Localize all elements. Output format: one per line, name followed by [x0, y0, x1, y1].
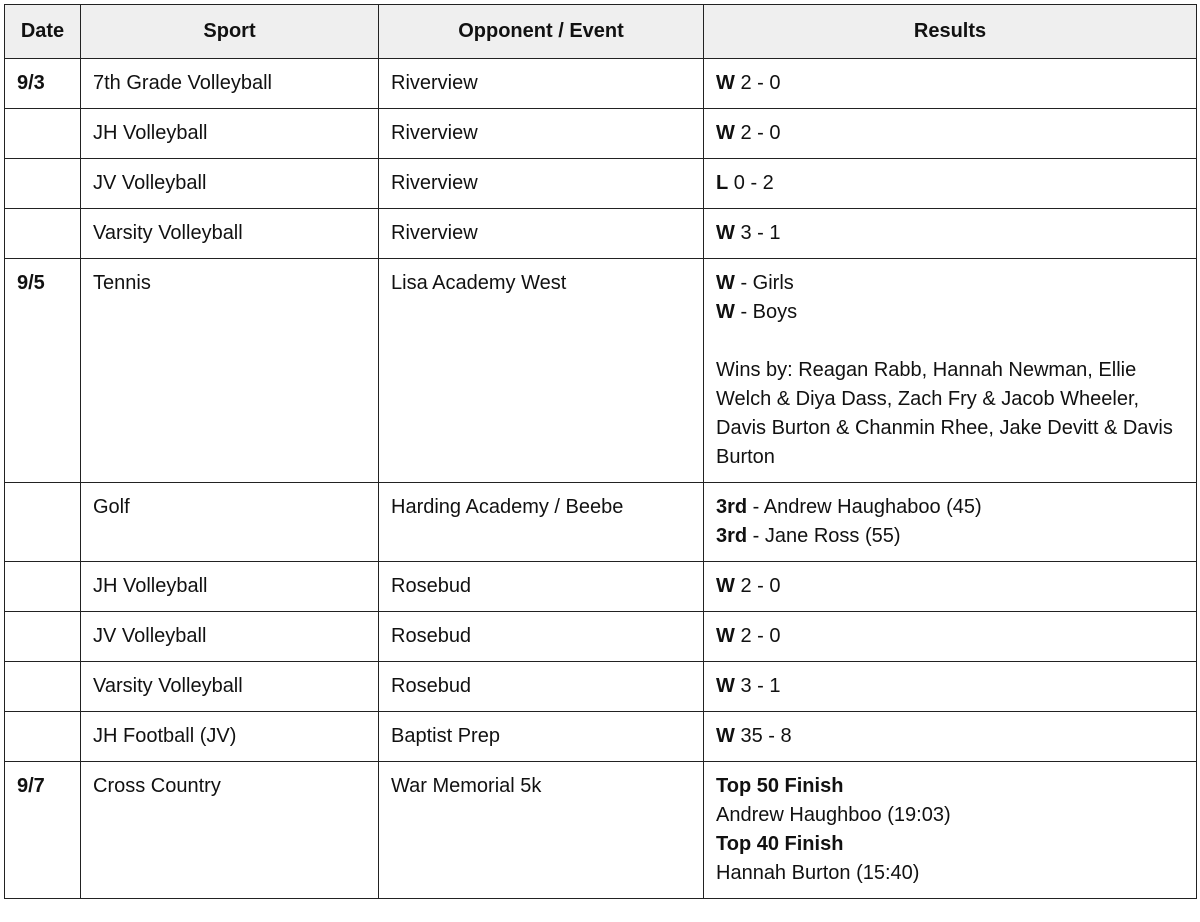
result-line: [716, 298, 1184, 327]
result-detail: - Girls: [734, 272, 794, 294]
sport-cell: Tennis: [81, 259, 379, 483]
opponent-cell: Rosebud: [379, 612, 704, 662]
header-row: [5, 5, 1197, 59]
sport-cell: Varsity Volleyball: [81, 209, 379, 259]
opponent-cell: Riverview: [379, 109, 704, 159]
result-detail: - Boys: [734, 301, 798, 323]
date-cell: [5, 612, 81, 662]
result-detail: 2 - 0: [734, 122, 781, 144]
result-line: [716, 722, 1184, 751]
result-detail: - Jane Ross (55): [747, 525, 901, 547]
results-table: [4, 4, 1197, 899]
result-outcome: W: [716, 575, 735, 597]
date-cell: [5, 159, 81, 209]
opponent-cell: Riverview: [379, 209, 704, 259]
table-row: [5, 712, 1197, 762]
sport-cell: JV Volleyball: [81, 159, 379, 209]
opponent-cell: Baptist Prep: [379, 712, 704, 762]
table-row: [5, 159, 1197, 209]
result-line: [716, 356, 1184, 472]
result-detail: Hannah Burton (15:40): [716, 862, 920, 884]
opponent-cell: Lisa Academy West: [379, 259, 704, 483]
result-detail: Wins by: Reagan Rabb, Hannah Newman, Ellie Welch & Diya Dass, Zach Fry & Jacob Wheeler, Davis Burton & Chanmin Rhee, Jake Devitt & Davis Burton: [716, 359, 1173, 468]
opponent-cell: War Memorial 5k: [379, 762, 704, 899]
date-cell: [5, 662, 81, 712]
result-outcome: W: [716, 301, 735, 323]
header-opponent: Opponent / Event: [379, 5, 704, 59]
result-outcome: W: [716, 222, 735, 244]
result-detail: 0 - 2: [728, 172, 774, 194]
result-line: [716, 219, 1184, 248]
sport-cell: 7th Grade Volleyball: [81, 59, 379, 109]
results-cell: [704, 109, 1197, 159]
result-line: [716, 69, 1184, 98]
result-outcome: Top 50 Finish: [716, 775, 844, 797]
result-outcome: W: [716, 675, 735, 697]
results-cell: [704, 209, 1197, 259]
results-cell: [704, 259, 1197, 483]
result-detail: - Andrew Haughaboo (45): [747, 496, 982, 518]
results-cell: [704, 59, 1197, 109]
sport-cell: Cross Country: [81, 762, 379, 899]
result-outcome: W: [716, 72, 735, 94]
table-row: [5, 612, 1197, 662]
table-row: [5, 209, 1197, 259]
result-detail: 35 - 8: [734, 725, 792, 747]
result-detail: Andrew Haughboo (19:03): [716, 804, 951, 826]
result-line: [716, 522, 1184, 551]
date-cell: 9/3: [5, 59, 81, 109]
date-cell: 9/5: [5, 259, 81, 483]
table-row: [5, 662, 1197, 712]
results-cell: [704, 762, 1197, 899]
table-row: [5, 59, 1197, 109]
table-row: [5, 762, 1197, 899]
result-outcome: Top 40 Finish: [716, 833, 844, 855]
result-outcome: W: [716, 625, 735, 647]
date-cell: [5, 209, 81, 259]
results-spacer: [716, 327, 1184, 356]
result-detail: 2 - 0: [734, 625, 781, 647]
date-cell: [5, 712, 81, 762]
opponent-cell: Rosebud: [379, 562, 704, 612]
table-body: [5, 59, 1197, 899]
results-cell: [704, 712, 1197, 762]
sport-cell: Golf: [81, 483, 379, 562]
sport-cell: JV Volleyball: [81, 612, 379, 662]
result-line: [716, 572, 1184, 601]
results-cell: [704, 612, 1197, 662]
result-outcome: W: [716, 122, 735, 144]
result-line: [716, 269, 1184, 298]
result-detail: 2 - 0: [734, 575, 781, 597]
results-cell: [704, 562, 1197, 612]
date-cell: 9/7: [5, 762, 81, 899]
result-outcome: 3rd: [716, 525, 748, 547]
table-row: [5, 562, 1197, 612]
header-sport: Sport: [81, 5, 379, 59]
header-date: Date: [5, 5, 81, 59]
opponent-cell: Harding Academy / Beebe: [379, 483, 704, 562]
opponent-cell: Rosebud: [379, 662, 704, 712]
result-line: [716, 493, 1184, 522]
opponent-cell: Riverview: [379, 159, 704, 209]
result-line: [716, 119, 1184, 148]
result-line: [716, 772, 1184, 801]
results-cell: [704, 159, 1197, 209]
sport-cell: Varsity Volleyball: [81, 662, 379, 712]
result-line: [716, 672, 1184, 701]
sport-cell: JH Volleyball: [81, 562, 379, 612]
header-results: Results: [704, 5, 1197, 59]
result-line: [716, 622, 1184, 651]
sport-cell: JH Volleyball: [81, 109, 379, 159]
result-detail: 3 - 1: [734, 222, 781, 244]
table-header: [5, 5, 1197, 59]
result-detail: 3 - 1: [734, 675, 781, 697]
table-row: [5, 259, 1197, 483]
result-line: [716, 801, 1184, 830]
results-cell: [704, 483, 1197, 562]
table-row: [5, 109, 1197, 159]
result-line: [716, 830, 1184, 859]
date-cell: [5, 483, 81, 562]
result-outcome: 3rd: [716, 496, 748, 518]
results-cell: [704, 662, 1197, 712]
result-line: [716, 859, 1184, 888]
result-outcome: W: [716, 272, 735, 294]
result-outcome: W: [716, 725, 735, 747]
table-row: [5, 483, 1197, 562]
date-cell: [5, 109, 81, 159]
result-detail: 2 - 0: [734, 72, 781, 94]
result-line: [716, 169, 1184, 198]
opponent-cell: Riverview: [379, 59, 704, 109]
result-outcome: L: [716, 172, 729, 194]
date-cell: [5, 562, 81, 612]
sport-cell: JH Football (JV): [81, 712, 379, 762]
